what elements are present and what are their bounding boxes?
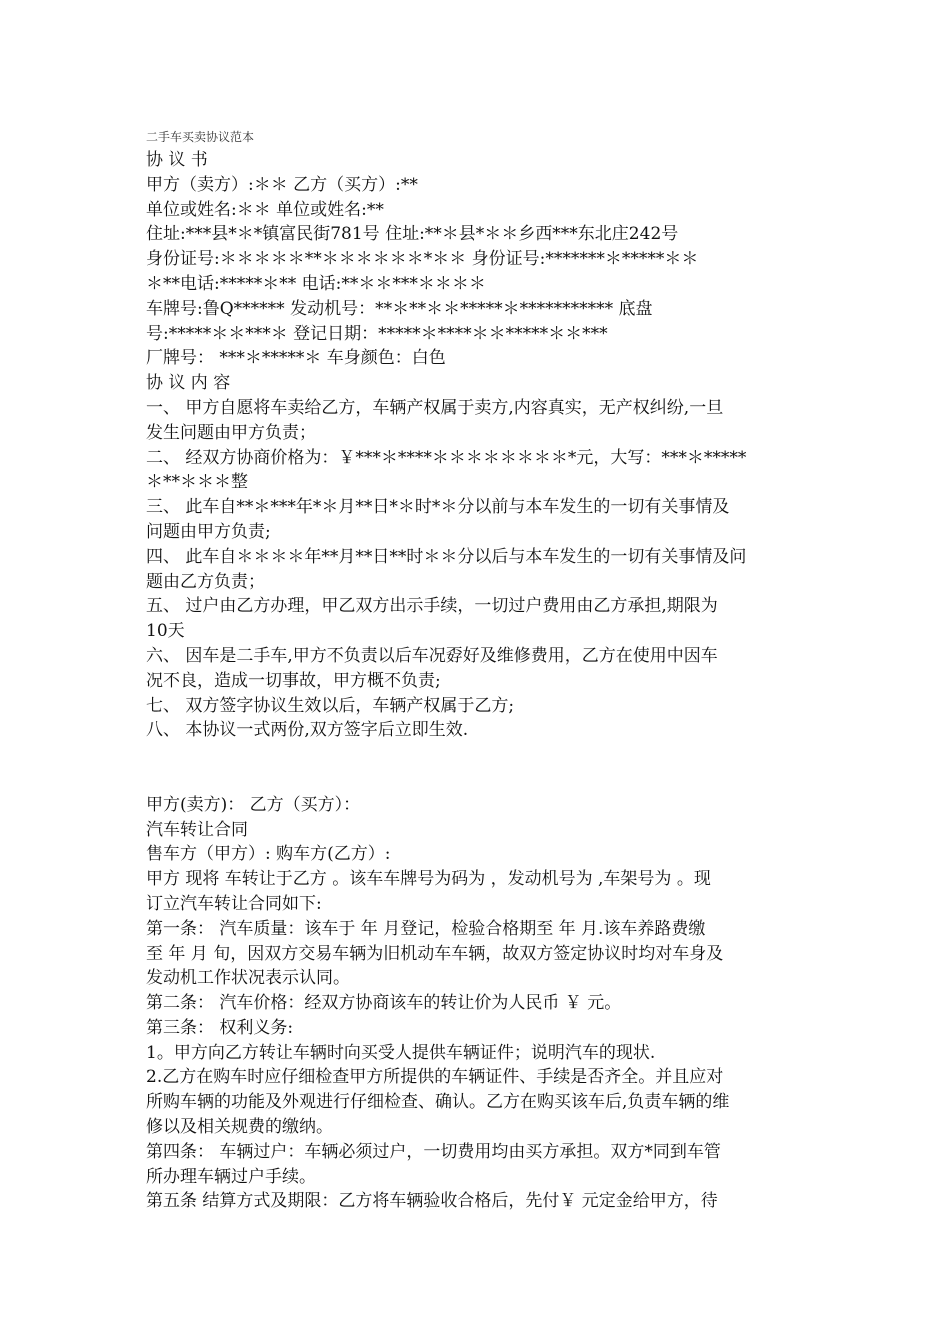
transfer-contract-section	[146, 793, 818, 1215]
document-header-title: 二手车买卖协议范本	[146, 130, 255, 144]
text-line: 汽车转让合同	[146, 819, 248, 840]
text-line: 问题由甲方负责;	[146, 521, 271, 542]
text-line: ＊**＊＊＊整	[146, 472, 248, 493]
text-line: 发生问题由甲方负责；	[146, 422, 316, 443]
text-line: 协 议 书	[146, 150, 208, 170]
text-line: 发动机工作状况表示认同。	[146, 968, 350, 989]
text-line: 修以及相关规费的缴纳。	[146, 1117, 333, 1138]
section-gap	[146, 743, 818, 793]
text-line: 单位或姓名:＊＊ 单位或姓名:**	[146, 199, 384, 220]
text-line: 协 议 内 容	[146, 373, 231, 394]
text-line: 订立汽车转让合同如下:	[146, 893, 322, 914]
text-line: 售车方（甲方）: 购车方(乙方）:	[146, 844, 391, 865]
text-line: 第五条 结算方式及期限：乙方将车辆验收合格后，先付￥ 元定金给甲方，待	[146, 1191, 718, 1212]
text-line: 况不良，造成一切事故，甲方概不负责;	[146, 670, 441, 691]
text-line: 八、 本协议一式两份,双方签字后立即生效.	[146, 720, 469, 741]
text-line: 10天	[146, 621, 185, 642]
text-line: 甲方(卖方)： 乙方（买方）：	[146, 794, 361, 815]
text-line: 2.乙方在购车时应仔细检查甲方所提供的车辆证件、手续是否齐全。并且应对	[146, 1067, 724, 1088]
text-line: 第二条： 汽车价格：经双方协商该车的转让价为人民币 ￥ 元。	[146, 993, 622, 1014]
text-line: 甲方（卖方）:＊＊ 乙方（买方）:**	[146, 174, 418, 195]
text-line: 至 年 月 旬，因双方交易车辆为旧机动车车辆，故双方签定协议时均对车身及	[146, 943, 724, 964]
text-line: 所购车辆的功能及外观进行仔细检查、确认。乙方在购买该车后,负责车辆的维	[146, 1092, 730, 1113]
text-line: 住址:***县*＊*镇富民街781号 住址:**＊县*＊＊乡西***东北庄242号	[146, 224, 679, 245]
text-line: 车牌号:鲁Q****** 发动机号：**＊**＊＊*****＊*********** 底盘	[146, 298, 653, 319]
document-body	[146, 148, 818, 1214]
text-line: 一、 甲方自愿将车卖给乙方，车辆产权属于卖方,内容真实，无产权纠纷,一旦	[146, 397, 724, 418]
text-line: 七、 双方签字协议生效以后，车辆产权属于乙方;	[146, 695, 515, 716]
text-line: 1。甲方向乙方转让车辆时向买受人提供车辆证件；说明汽车的现状.	[146, 1042, 656, 1063]
text-line: 五、 过户由乙方办理，甲乙双方出示手续，一切过户费用由乙方承担,期限为	[146, 596, 718, 617]
text-line: 二、 经双方协商价格为：￥***＊****＊＊＊＊＊＊＊＊*元，大写：***＊*****	[146, 447, 747, 468]
text-line: 所办理车辆过户手续。	[146, 1166, 316, 1187]
text-line: 身份证号:＊＊＊＊＊**＊＊＊＊＊＊*＊＊ 身份证号:*******＊*****＊＊	[146, 249, 699, 270]
text-line: 六、 因车是二手车,甲方不负责以后车况孬好及维修费用，乙方在使用中因车	[146, 645, 718, 666]
text-line: 第三条： 权利义务:	[146, 1017, 294, 1038]
text-line: 三、 此车自**＊***年*＊月**日*＊时*＊分以前与本车发生的一切有关事情及	[146, 497, 730, 518]
text-line: 题由乙方负责；	[146, 571, 265, 592]
text-line: 甲方 现将 车转让于乙方 。该车车牌号为码为 ，发动机号为 ,车架号为 。现	[146, 869, 711, 890]
text-line: 第一条： 汽车质量：该车于 年 月登记，检验合格期至 年 月.该车养路费缴	[146, 918, 706, 939]
text-line: 厂牌号： ***＊*****＊ 车身颜色：白色	[146, 348, 446, 369]
text-line: 四、 此车自＊＊＊＊年**月**日**时＊＊分以后与本车发生的一切有关事情及问	[146, 546, 747, 567]
text-line: ＊**电话:*****＊** 电话:**＊＊***＊＊＊＊	[146, 273, 486, 294]
text-line: 号:*****＊＊***＊ 登记日期：*****＊****＊＊*****＊＊***	[146, 323, 608, 344]
text-line: 第四条： 车辆过户：车辆必须过户，一切费用均由买方承担。双方*同到车管	[146, 1141, 721, 1162]
agreement-section	[146, 148, 818, 743]
